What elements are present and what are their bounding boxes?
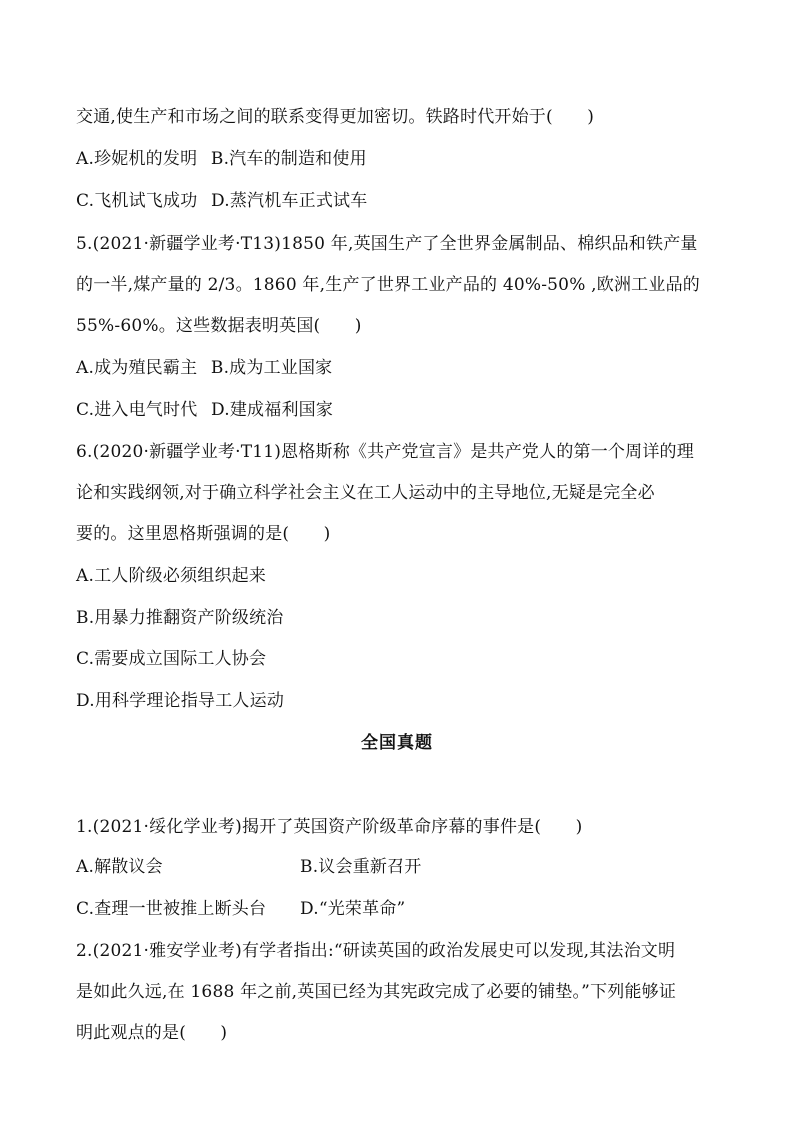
nq2-stem-line-1: 2.(2021·雅安学业考)有学者指出:“研读英国的政治发展史可以发现,其法治文明 — [76, 941, 676, 961]
q6-stem-line-1: 6.(2020·新疆学业考·T11)恩格斯称《共产党宣言》是共产党人的第一个周详的理 — [76, 442, 694, 462]
q5-option-b: B.成为工业国家 — [210, 358, 333, 378]
q4-option-d: D.蒸汽机车正式试车 — [211, 191, 368, 211]
q5-stem-line-3: 55%-60%。这些数据表明英国( ) — [76, 316, 362, 336]
q6-option-b: B.用暴力推翻资产阶级统治 — [76, 608, 284, 628]
q5-option-d: D.建成福利国家 — [211, 400, 334, 420]
nq1-option-b: B.议会重新召开 — [300, 857, 422, 877]
q4-option-c: C.飞机试飞成功 — [76, 191, 198, 211]
nq1-option-d: D.“光荣革命” — [300, 899, 406, 919]
section-heading: 全国真题 — [361, 733, 433, 753]
q5-option-c: C.进入电气时代 — [76, 400, 198, 420]
q6-stem-line-3: 要的。这里恩格斯强调的是( ) — [76, 524, 331, 544]
q6-stem-line-2: 论和实践纲领,对于确立科学社会主义在工人运动中的主导地位,无疑是完全必 — [76, 483, 655, 503]
q4-stem-tail: 交通,使生产和市场之间的联系变得更加密切。铁路时代开始于( ) — [76, 107, 595, 127]
nq1-option-c: C.查理一世被推上断头台 — [76, 899, 267, 919]
q4-options-row-1 — [76, 147, 726, 171]
nq2-stem-line-3: 明此观点的是( ) — [76, 1023, 228, 1043]
q5-options-row-2 — [76, 398, 726, 422]
q5-options-row-1 — [76, 356, 726, 380]
q6-option-a: A.工人阶级必须组织起来 — [76, 566, 267, 586]
q4-options-row-2 — [76, 189, 726, 213]
q5-option-a: A.成为殖民霸主 — [76, 358, 198, 378]
q5-stem-line-2: 的一半,煤产量的 2/3。1860 年,生产了世界工业产品的 40%-50% ,欧洲工业品的 — [76, 275, 700, 295]
q6-option-d: D.用科学理论指导工人运动 — [76, 691, 285, 711]
q6-option-c: C.需要成立国际工人协会 — [76, 649, 267, 669]
q4-option-a: A.珍妮机的发明 — [76, 149, 198, 169]
nq1-options-row-2 — [76, 897, 726, 921]
nq1-options-row-1 — [76, 855, 726, 879]
nq2-stem-line-2: 是如此久远,在 1688 年之前,英国已经为其宪政完成了必要的铺垫。”下列能够证 — [76, 982, 677, 1002]
q5-stem-line-1: 5.(2021·新疆学业考·T13)1850 年,英国生产了全世界金属制品、棉织品和铁产量 — [76, 234, 698, 254]
q4-option-b: B.汽车的制造和使用 — [210, 149, 367, 169]
nq1-stem: 1.(2021·绥化学业考)揭开了英国资产阶级革命序幕的事件是( ) — [76, 817, 583, 837]
nq1-option-a: A.解散议会 — [76, 857, 163, 877]
